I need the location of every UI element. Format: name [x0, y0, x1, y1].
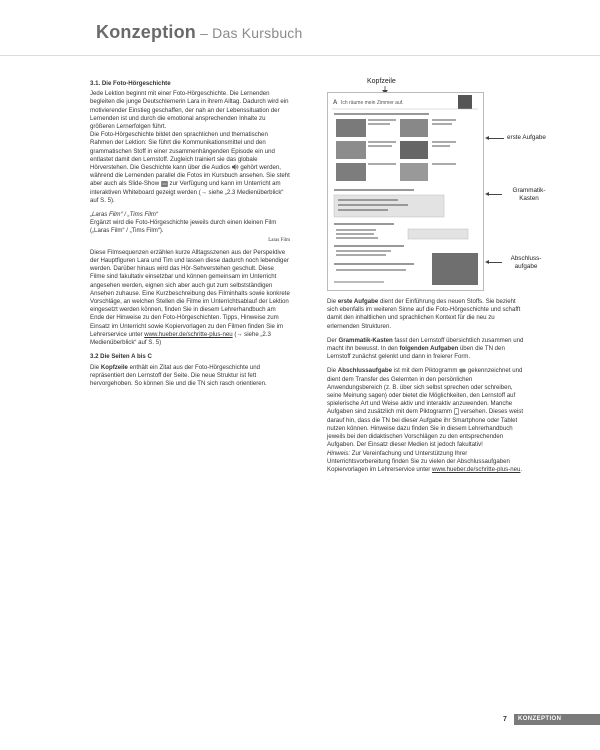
- abschluss-arrow-line: [488, 262, 502, 263]
- section-3-1-title: 3.1. Die Foto-Hörgeschichte: [90, 80, 171, 87]
- header-subtitle: Das Kursbuch: [212, 25, 303, 41]
- grammatik-label-line2: Kasten: [519, 195, 539, 202]
- page-header: [0, 0, 600, 56]
- paragraph-film: [90, 249, 290, 347]
- erste-aufgabe-text-c: dient der Einführung des neuen Stoffs. Sie bezieht sich ebenfalls im weiteren Sinne auf die Foto-Hörgeschichte und schafft damit den inhaltlichen und sprachlichen Kontext für die neu zu erlernenden Strukturen.: [327, 298, 521, 330]
- abschlussaufgabe-label: [504, 255, 548, 271]
- header-dash: –: [195, 25, 213, 41]
- smartphone-icon: [454, 408, 459, 415]
- kopfzeile-term: Kopfzeile: [100, 363, 128, 371]
- hinweis-end: .: [520, 465, 523, 473]
- grammatik-kasten-label: [504, 187, 554, 203]
- paragraph-frame-c: zur Verfügung und kann im Unterricht am interaktiven Whiteboard gezeigt werden (→ siehe „2.3 Medienüberblick“ auf S. 5).: [90, 180, 284, 204]
- abschluss-text-c: ist mit dem Piktogramm: [393, 367, 458, 375]
- lehrerservice-link[interactable]: www.hueber.de/schritte-plus-neu: [144, 330, 233, 338]
- paragraph-film-a: Diese Filmsequenzen erzählen kurze Alltagsszenen aus der Perspektive der Hauptfiguren Lara und Tim und lassen diese dadurch noch lebendiger werden. Darüber hinaus wird das Hör-Sehverstehen geschult. Diese Filme sind fakultativ einsetzbar und können gemeinsam im Unterricht angesehen werden, eignen sich aber auch gut zum selbstständigen Ansehen zuhause. Eine Kurzbeschreibung des Filminhalts sowie konkrete Vorschläge, an welchen Stellen die Filme im Unterrichtsablauf der Lektion eingesetzt werden können, finden Sie in diesem Lehrerhandbuch am Ende der Hinweise zu den Foto-Hörgeschichten. Tipps, Hinweise zum Einsatz im Unterricht sowie Kopiervorlagen zu den Filmen finden Sie im Lehrerservice unter: [90, 248, 290, 338]
- paragraph-erste-aufgabe: [327, 298, 527, 331]
- erste-aufgabe-arrow-line: [488, 138, 504, 139]
- erste-aufgabe-arrow-head: [485, 136, 489, 140]
- paragraph-intro: Jede Lektion beginnt mit einer Foto-Hörgeschichte. Die Lernenden begleiten die junge Deutschlernerin Lara in ihrem Alltag. Dadurch wird ein motivierender Einstieg geschaffen, der nah an der Lebenssituation der Lernenden ist und durch die emotional ansprechenden Inhalte zu größeren Lernerfolgen führt.: [90, 90, 289, 131]
- paragraph-grammatik: [327, 337, 527, 362]
- page-title: [96, 22, 303, 43]
- header-title: Konzeption: [96, 22, 196, 42]
- grammatik-term: Grammatik-Kasten: [338, 336, 393, 344]
- grammatik-arrow-head: [485, 192, 489, 196]
- audio-icon: [232, 164, 239, 170]
- kopfzeile-label: Kopfzeile: [367, 78, 396, 85]
- laras-film-tag: Laras Film: [268, 237, 290, 243]
- kursbuch-page-graphic: [328, 93, 483, 290]
- laras-film-heading: „Laras Film“ / „Tims Film“: [90, 211, 158, 219]
- abschluss-label-line2: aufgabe: [514, 263, 538, 270]
- left-column: [90, 80, 290, 388]
- hinweis-text: Zur Vereinfachung und Unterstützung Ihrer Unterrichtsvorbereitung finden Sie zu vielen der Abschlussaufgaben Kopiervorlagen im Lehrerservice unter: [327, 449, 510, 473]
- abschluss-text-e: versehen. Dieses weist darauf hin, dass die TN bei dieser Aufgabe ihr Smartphone oder Tablet nutzen können. Hinweise dazu finden Sie in diesem Lehrerhandbuch jeweils bei den didaktischen Vorschlägen zu den entsprechenden Aufgaben. Der Einsatz dieser Medien ist jedoch fakultativ!: [327, 408, 524, 449]
- slideshow-icon: [161, 181, 168, 187]
- abschluss-text-a: Die: [327, 367, 337, 375]
- grammatik-text-c: fasst den Lernstoff übersichtlich zusammen und macht ihn bewusst. In den: [327, 336, 524, 353]
- hinweis-label: Hinweis:: [327, 449, 351, 457]
- erste-aufgabe-text-a: Die: [327, 298, 337, 305]
- page-kopfzeile-quote: Ich räume mein Zimmer auf.: [341, 100, 404, 106]
- folgende-aufgaben-term: folgenden Aufgaben: [399, 345, 459, 353]
- abschluss-term: Abschlussaufgabe: [337, 367, 393, 375]
- laras-film-text: Ergänzt wird die Foto-Hörgeschichte jeweils durch einen kleinen Film („Laras Film“ / „Tims Film“).: [90, 219, 277, 235]
- paragraph-frame-a: Die Foto-Hörgeschichte bildet den sprachlichen und thematischen Rahmen der Lektion: Sie führt die Kommunikationsmittel und den grammatischen Stoff in einer zusammenhängenden Episode ein und entlastet damit den Lernstoff. Zugleich trainiert sie das globale Hörverstehen. Die Geschichte kann über die Audios: [90, 131, 275, 172]
- abschluss-lehrerservice-link[interactable]: www.hueber.de/schritte-plus-neu: [432, 465, 521, 473]
- paragraph-abschluss: [327, 367, 527, 474]
- erste-aufgabe-term: erste Aufgabe: [337, 298, 379, 305]
- abschluss-text-d: gekennzeichnet und dient dem Transfer des Gelernten in den persönlichen Anwendungsbereich (z. B. über sich selbst sprechen oder schreiben, seine Meinung sagen) oder bietet die Möglichkeiten, den Lernstoff auf spielerische Art und Weise aktiv und interaktiv anzuwenden. Manche Aufgaben sind zusätzlich mit dem Piktogramm: [327, 367, 523, 416]
- kopfzeile-text-a: Die: [90, 363, 100, 371]
- abschluss-arrow-head: [485, 260, 489, 264]
- footer-section-tab: KONZEPTION: [514, 714, 600, 725]
- paragraph-frame-b: gehört werden, während die Lernenden parallel die Fotos im Kursbuch ansehen. Sie steht aber auch als Slide-Show: [90, 164, 290, 188]
- section-3-2-title: 3.2 Die Seiten A bis C: [90, 353, 152, 361]
- erste-aufgabe-label: erste Aufgabe: [507, 134, 546, 141]
- paragraph-frame: [90, 131, 290, 205]
- grammatik-text-e: üben die TN den Lernstoff zunächst gelenkt und dann in freierer Form.: [327, 345, 505, 361]
- speech-bubble-icon: [459, 368, 466, 374]
- abschluss-label-line1: Abschluss-: [510, 255, 542, 262]
- kopfzeile-text-c: enthält ein Zitat aus der Foto-Hörgeschichte und repräsentiert den Lernstoff der Seite. Die neue Struktur ist fett hervorgehoben. So können Sie und die TN sich rasch orientieren.: [90, 363, 267, 387]
- paragraph-film-b: (→ siehe „2.3 Medienüberblick“ auf S. 5): [90, 330, 271, 347]
- grammatik-arrow-line: [488, 194, 502, 195]
- grammatik-text-a: Der: [327, 336, 337, 344]
- right-column: [327, 298, 527, 480]
- page-letter: A: [333, 100, 338, 106]
- page-number: 7: [503, 716, 507, 723]
- paragraph-kopfzeile: [90, 364, 290, 389]
- grammatik-label-line1: Grammatik-: [512, 187, 546, 194]
- kursbuch-page-thumbnail: [327, 92, 484, 291]
